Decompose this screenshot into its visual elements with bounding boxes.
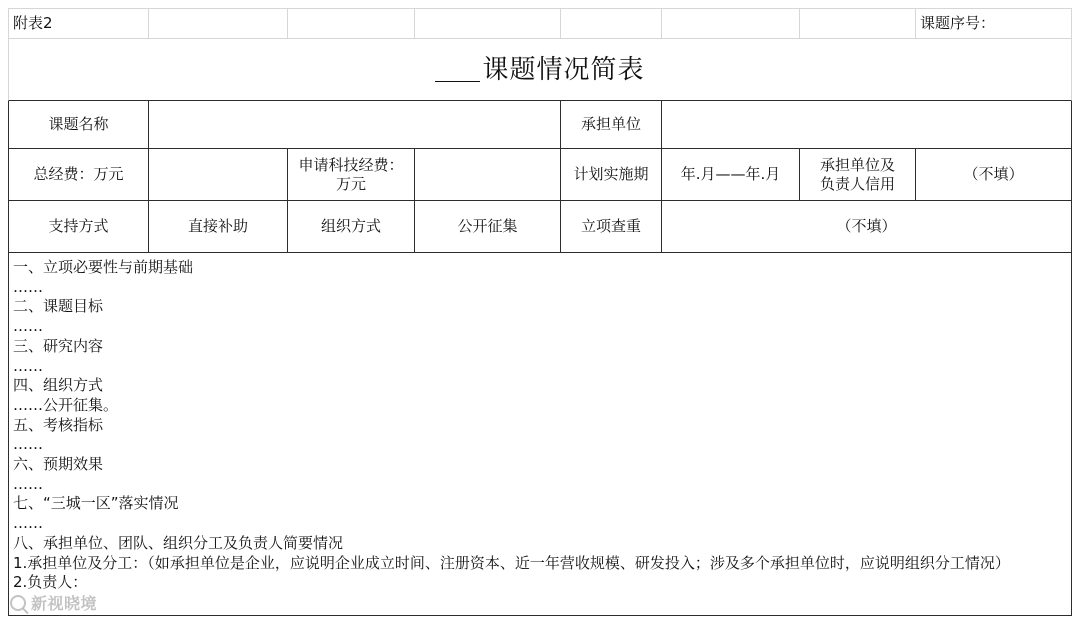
requested-funds-field[interactable] xyxy=(415,149,561,201)
project-name-label-cell xyxy=(8,101,149,149)
project-name-field[interactable] xyxy=(149,101,561,149)
project-name-label: 课题名称 xyxy=(48,115,109,133)
details-text: 一、立项必要性与前期基础 …… 二、课题目标 …… 三、研究内容 …… 四、组织方式 ……公开征集。 五、考核指标 …… 六、预期效果 …… 七、“三城一区”落实情况 …… 八、承担单位、团队、组织分工及负责人简要情况 1.承担单位及分工：（如承担单位是企业，应说明企业成立时间、注册资本、近一年营收规模、研发投入；涉及多个承担单位时，应说明组织分工情况） 2.负责人： xyxy=(13,258,1010,592)
total-funds-field[interactable] xyxy=(149,149,288,201)
credit-value: （不填） xyxy=(963,165,1024,183)
title-blank-underline xyxy=(435,81,480,82)
organization-mode-value: 公开征集 xyxy=(457,217,518,235)
total-funds-label-cell xyxy=(8,149,149,201)
organization-mode-field[interactable] xyxy=(415,201,561,253)
serial-number-label: 课题序号： xyxy=(920,14,996,32)
details-section[interactable] xyxy=(8,253,1072,616)
implementation-period-label: 计划实施期 xyxy=(573,165,649,183)
page-title: 课题情况简表 xyxy=(482,54,645,85)
page-title-cell xyxy=(8,39,1072,101)
support-mode-label: 支持方式 xyxy=(48,217,109,235)
duplicate-check-value: （不填） xyxy=(836,217,897,235)
blank-header-cell xyxy=(149,8,288,39)
credit-label-cell xyxy=(800,149,916,201)
blank-header-cell xyxy=(561,8,662,39)
organization-mode-label-cell xyxy=(288,201,415,253)
organization-mode-label: 组织方式 xyxy=(320,217,381,235)
blank-header-cell xyxy=(800,8,916,39)
undertaker-label: 承担单位 xyxy=(580,115,641,133)
support-mode-value: 直接补助 xyxy=(187,217,248,235)
duplicate-check-label: 立项查重 xyxy=(580,217,641,235)
implementation-period-value: 年.月——年.月 xyxy=(680,165,781,183)
requested-funds-label: 申请科技经费： 万元 xyxy=(298,155,404,193)
blank-header-cell xyxy=(415,8,561,39)
credit-field xyxy=(916,149,1072,201)
implementation-period-field[interactable] xyxy=(662,149,800,201)
watermark-text: 新视晓境 xyxy=(31,594,98,613)
implementation-period-label-cell xyxy=(561,149,662,201)
total-funds-label: 总经费：万元 xyxy=(33,165,124,183)
undertaker-label-cell xyxy=(561,101,662,149)
blank-header-cell xyxy=(662,8,800,39)
blank-header-cell xyxy=(288,8,415,39)
support-mode-label-cell xyxy=(8,201,149,253)
support-mode-field[interactable] xyxy=(149,201,288,253)
duplicate-check-label-cell xyxy=(561,201,662,253)
undertaker-field[interactable] xyxy=(662,101,1072,149)
attachment-label-cell xyxy=(8,8,149,39)
duplicate-check-field xyxy=(662,201,1072,253)
requested-funds-label-cell xyxy=(288,149,415,201)
credit-label: 承担单位及 负责人信用 xyxy=(819,155,895,193)
serial-label-cell xyxy=(916,8,1072,39)
attachment-label: 附表2 xyxy=(13,14,53,32)
